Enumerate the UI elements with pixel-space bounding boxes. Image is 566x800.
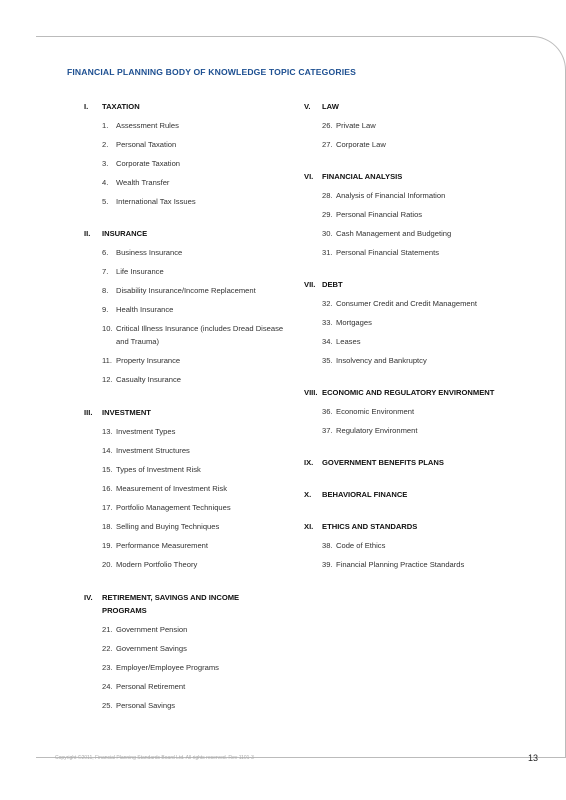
section [304,386,524,437]
topic-number: 27. [322,140,333,149]
topic-number: 17. [102,503,113,512]
topic-item [304,424,524,437]
topic-label: Code of Ethics [336,541,386,550]
topic-item [84,699,284,712]
topic-label: Financial Planning Practice Standards [336,560,465,569]
section-label: DEBT [322,280,343,289]
topic-number: 12. [102,375,113,384]
section [304,100,524,151]
topic-number: 29. [322,210,333,219]
section-heading [84,406,284,419]
topic-number: 19. [102,541,113,550]
topic-label: Corporate Taxation [116,159,181,168]
topic-label: Casualty Insurance [116,375,182,384]
topic-item [304,335,524,348]
topic-item [304,558,524,571]
topic-item [304,189,524,202]
topic-number: 3. [102,159,109,168]
topic-number: 14. [102,446,113,455]
topic-label: Selling and Buying Techniques [116,522,220,531]
section-number: VIII. [304,388,318,397]
topic-number: 32. [322,299,333,308]
topic-number: 28. [322,191,333,200]
topic-number: 16. [102,484,113,493]
topic-label: Property Insurance [116,356,181,365]
section-label: TAXATION [102,102,140,111]
topic-number: 21. [102,625,113,634]
topic-item [84,176,284,189]
section [304,278,524,367]
topic-list [84,246,284,386]
copyright-text: Copyright ©2011, Financial Planning Standards Board Ltd. All rights reserved. Rev 1101-3 [55,755,254,761]
topic-number: 25. [102,701,113,710]
right-column [304,100,524,571]
topic-label: Regulatory Environment [336,426,418,435]
topic-label: Disability Insurance/Income Replacement [116,286,256,295]
topic-item [84,680,284,693]
topic-item [304,316,524,329]
topic-number: 11. [102,356,112,365]
topic-number: 22. [102,644,113,653]
topic-label: Personal Financial Ratios [336,210,423,219]
topic-number: 33. [322,318,333,327]
topic-list [304,405,524,437]
page-title: FINANCIAL PLANNING BODY OF KNOWLEDGE TOPIC CATEGORIES [67,67,357,77]
section [84,227,284,386]
topic-item [84,265,284,278]
topic-number: 9. [102,305,109,314]
topic-number: 30. [322,229,333,238]
section-heading [304,100,524,113]
topic-number: 10. [102,324,113,333]
topic-list [304,119,524,151]
section-label: FINANCIAL ANALYSIS [322,172,403,181]
section-number: XI. [304,522,314,531]
topic-label: Wealth Transfer [116,178,170,187]
topic-item [304,208,524,221]
topic-item [84,501,284,514]
topic-item [84,284,284,297]
topic-item [84,482,284,495]
topic-list [84,623,284,712]
topic-label: Insolvency and Bankruptcy [336,356,427,365]
topic-item [304,354,524,367]
section [84,100,284,208]
topic-item [84,539,284,552]
topic-number: 8. [102,286,109,295]
topic-label: Business Insurance [116,248,183,257]
topic-item [84,623,284,636]
topic-item [84,246,284,259]
topic-list [84,425,284,571]
topic-label: Personal Taxation [116,140,177,149]
topic-number: 37. [322,426,333,435]
topic-item [304,405,524,418]
topic-number: 20. [102,560,113,569]
topic-label: Government Savings [116,644,187,653]
topic-item [84,425,284,438]
topic-label: Employer/Employee Programs [116,663,219,672]
topic-label: Measurement of Investment Risk [116,484,227,493]
topic-item [84,444,284,457]
section-number: VII. [304,280,316,289]
topic-label: Mortgages [336,318,372,327]
topic-label: Critical Illness Insurance (includes Dread Disease and Trauma) [116,324,284,346]
topic-item [304,246,524,259]
topic-number: 24. [102,682,113,691]
section [304,488,524,501]
topic-item [304,297,524,310]
section [304,170,524,259]
section-number: VI. [304,172,314,181]
topic-number: 15. [102,465,113,474]
topic-number: 34. [322,337,333,346]
topic-item [84,195,284,208]
topic-label: Modern Portfolio Theory [116,560,198,569]
topic-number: 6. [102,248,109,257]
topic-label: Corporate Law [336,140,386,149]
section-number: IV. [84,593,93,602]
section-number: V. [304,102,311,111]
left-column [84,100,284,712]
section-label: ETHICS AND STANDARDS [322,522,418,531]
section-number: II. [84,229,91,238]
topic-item [84,303,284,316]
topic-label: Personal Financial Statements [336,248,439,257]
section-heading [84,100,284,113]
section [84,406,284,571]
topic-number: 35. [322,356,333,365]
section-label: ECONOMIC AND REGULATORY ENVIRONMENT [322,388,495,397]
topic-label: Investment Types [116,427,176,436]
section-heading [304,520,524,533]
topic-label: Economic Environment [336,407,415,416]
topic-label: Government Pension [116,625,188,634]
topic-label: Leases [336,337,361,346]
topic-label: Personal Savings [116,701,176,710]
topic-label: Personal Retirement [116,682,186,691]
topic-number: 31. [322,248,333,257]
topic-item [84,558,284,571]
section-heading [84,227,284,240]
section-label: RETIREMENT, SAVINGS AND INCOME PROGRAMS [102,593,240,615]
topic-item [84,322,284,348]
topic-label: Investment Structures [116,446,190,455]
section-heading [304,488,524,501]
topic-number: 7. [102,267,109,276]
section [84,591,284,712]
section-heading [304,456,524,469]
topic-label: Health Insurance [116,305,174,314]
topic-item [304,539,524,552]
section-number: IX. [304,458,314,467]
page-number: 13 [528,753,539,763]
topic-item [304,138,524,151]
topic-label: Portfolio Management Techniques [116,503,231,512]
section-label: LAW [322,102,339,111]
topic-number: 38. [322,541,333,550]
topic-number: 26. [322,121,333,130]
topic-item [84,463,284,476]
section-number: I. [84,102,89,111]
topic-item [84,157,284,170]
topic-item [304,119,524,132]
topic-label: Private Law [336,121,376,130]
section [304,456,524,469]
topic-list [84,119,284,208]
topic-item [84,119,284,132]
section-label: BEHAVIORAL FINANCE [322,490,408,499]
topic-label: Life Insurance [116,267,164,276]
section-label: GOVERNMENT BENEFITS PLANS [322,458,444,467]
topic-number: 18. [102,522,113,531]
section-heading [84,591,284,617]
topic-item [84,642,284,655]
section-number: III. [84,408,93,417]
section-number: X. [304,490,312,499]
topic-number: 2. [102,140,109,149]
section-heading [304,278,524,291]
topic-item [84,354,284,367]
topic-list [304,189,524,259]
topic-item [84,520,284,533]
topic-label: Analysis of Financial Information [336,191,446,200]
section-label: INSURANCE [102,229,148,238]
topic-number: 13. [102,427,113,436]
section [304,520,524,571]
section-label: INVESTMENT [102,408,151,417]
topic-label: Assessment Rules [116,121,179,130]
topic-label: Performance Measurement [116,541,209,550]
topic-item [84,373,284,386]
topic-label: Consumer Credit and Credit Management [336,299,477,308]
topic-label: Cash Management and Budgeting [336,229,452,238]
topic-item [84,138,284,151]
topic-number: 39. [322,560,333,569]
topic-list [304,297,524,367]
topic-number: 36. [322,407,333,416]
section-heading [304,386,524,399]
topic-label: Types of Investment Risk [116,465,201,474]
topic-number: 5. [102,197,109,206]
topic-list [304,539,524,571]
topic-label: International Tax Issues [116,197,196,206]
topic-number: 23. [102,663,113,672]
topic-number: 4. [102,178,109,187]
topic-number: 1. [102,121,109,130]
topic-item [304,227,524,240]
topic-item [84,661,284,674]
section-heading [304,170,524,183]
